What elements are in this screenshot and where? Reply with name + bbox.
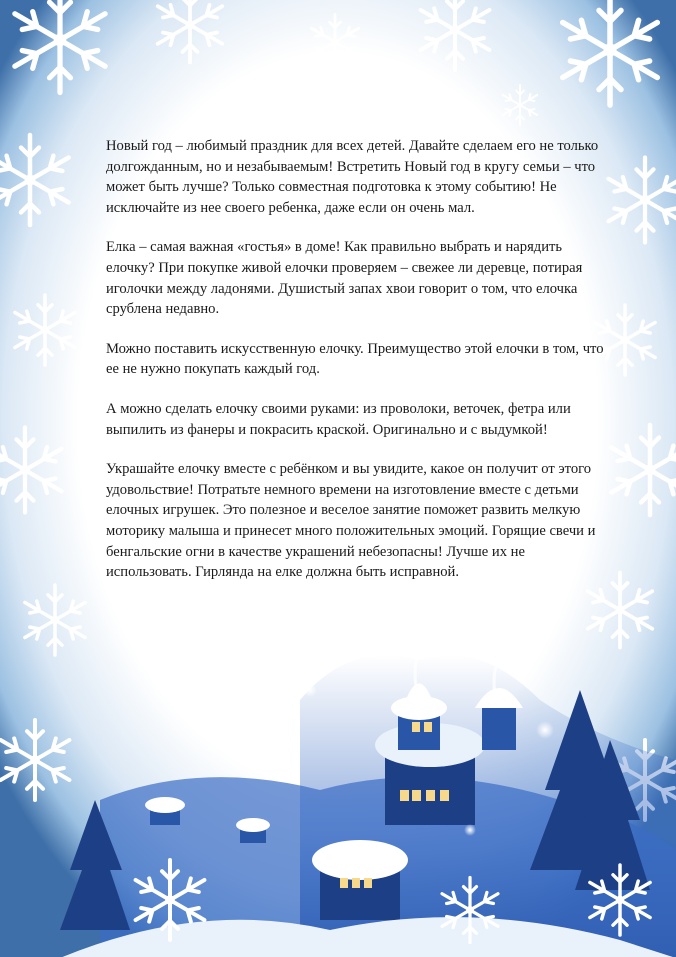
paragraph: Украшайте елочку вместе с ребёнком и вы увидите, какое он получит от этого удовольствие! Потратьте немного времени на изготовление вместе с детьми елочных игрушек. Это полезное и веселое занятие поможет развить мелкую моторику малыша и принесет много положительных эмоций. Горящие свечи и бенгальские огни в качестве украшений небезопасны! Лучше их не использовать. Гирлянда на елке должна быть исправной. <box>106 461 596 581</box>
snowy-house-icon <box>312 840 408 920</box>
paragraph: А можно сделать елочку своими руками: из проволоки, веточек, фетра или выпилить из фанеры и покрасить краской. Оригинально и с выдумкой! <box>106 400 571 438</box>
paragraph: Елка – самая важная «гостья» в доме! Как правильно выбрать и нарядить елочку? При покупке живой елочки проверяем – свежее ли деревце, потирая иголочки между ладонями. Душистый запах хвои говорит о том, что елочка срублена недавно. <box>106 239 583 318</box>
paragraph: Новый год – любимый праздник для всех детей. Давайте сделаем его не только долгожданным, но и незабываемым! Встретить Новый год в кругу семьи – что может быть лучше? Только совместная подготовка к этому событию! Не исключайте из нее своего ребенка, даже если он очень мал. <box>106 138 599 216</box>
paragraph: Можно поставить искусственную елочку. Преимущество этой елочки в том, что ее не нужно покупать каждый год. <box>106 340 604 378</box>
document-text <box>106 136 606 602</box>
